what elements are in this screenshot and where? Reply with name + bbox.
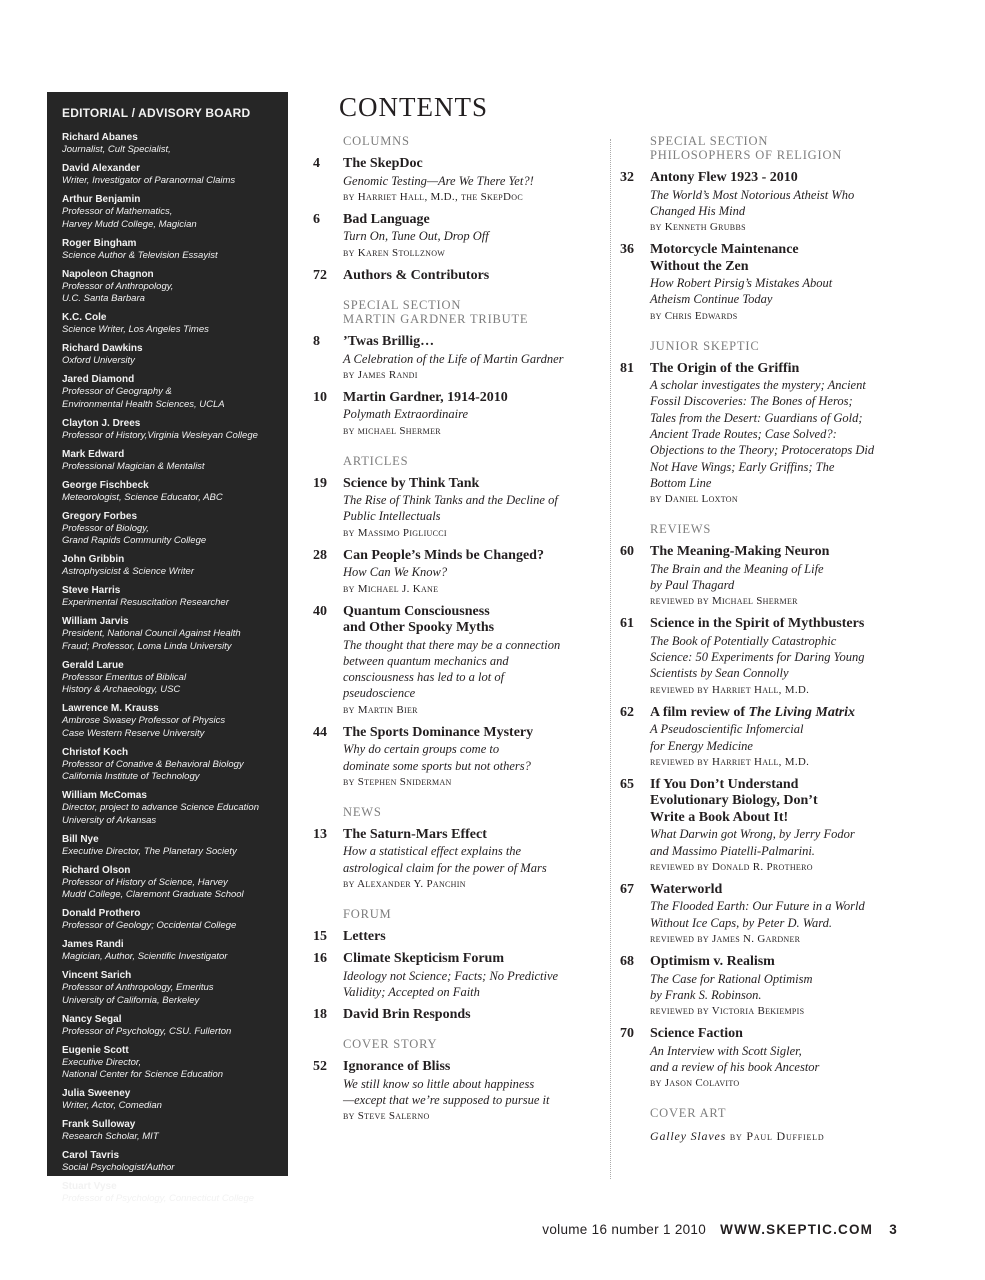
entry-body bbox=[650, 544, 910, 610]
entry-byline: by Martin Bier bbox=[343, 703, 418, 716]
member-role: Writer, Investigator of Paranormal Claims bbox=[62, 175, 236, 186]
board-member bbox=[62, 660, 280, 697]
page-number: 8 bbox=[313, 334, 320, 350]
entry-title bbox=[650, 1026, 910, 1043]
entry-description: How Robert Pirsig’s Mistakes About Atheism Continue Today bbox=[650, 276, 833, 307]
entry-byline: by Alexander Y. Panchin bbox=[343, 877, 466, 890]
contents-section bbox=[313, 298, 603, 440]
entry-title bbox=[343, 604, 603, 637]
board-member bbox=[62, 554, 280, 579]
entry-body bbox=[650, 777, 910, 876]
toc-entry[interactable] bbox=[313, 604, 603, 719]
contents-section bbox=[313, 1037, 603, 1125]
entry-byline: by Steve Salerno bbox=[343, 1110, 430, 1123]
toc-entry[interactable] bbox=[313, 548, 603, 598]
entry-description: Why do certain groups come to dominate some sports but not others? bbox=[343, 742, 531, 773]
contents-right-column bbox=[620, 134, 910, 1158]
member-name: Jared Diamond bbox=[62, 374, 135, 385]
entry-title-text: Can People’s Minds be Changed? bbox=[343, 547, 544, 563]
entry-title-text: The Meaning-Making Neuron bbox=[650, 544, 830, 560]
entry-description: A Pseudoscientific Infomercial for Energy Medicine bbox=[650, 722, 804, 753]
entry-title bbox=[343, 1007, 603, 1024]
board-member bbox=[62, 194, 280, 231]
entry-title bbox=[343, 725, 603, 742]
section-label: REVIEWS bbox=[650, 522, 712, 537]
page-number: 72 bbox=[313, 267, 327, 283]
contents-section bbox=[620, 522, 910, 1092]
member-name: K.C. Cole bbox=[62, 312, 107, 323]
member-role: Professor of Mathematics, Harvey Mudd College, Magician bbox=[62, 206, 197, 230]
entry-body bbox=[343, 827, 603, 893]
cover-art-credit bbox=[620, 1128, 910, 1144]
cover-art-title: Galley Slaves bbox=[650, 1129, 727, 1144]
member-role: Professor of History of Science, Harvey Mudd College, Claremont Graduate School bbox=[62, 876, 244, 900]
member-name: Richard Dawkins bbox=[62, 343, 143, 354]
member-role: Executive Director, National Center for Science Education bbox=[62, 1056, 224, 1080]
entry-body bbox=[343, 725, 603, 791]
toc-entry[interactable] bbox=[313, 212, 603, 262]
entry-byline: by Daniel Loxton bbox=[650, 493, 738, 506]
entry-byline: by Harriet Hall, M.D., the SkepDoc bbox=[343, 190, 523, 203]
contents-section bbox=[620, 134, 910, 325]
toc-entry[interactable] bbox=[620, 777, 910, 876]
entry-byline: by Massimo Pigliucci bbox=[343, 526, 447, 539]
entry-byline: reviewed by James N. Gardner bbox=[650, 933, 801, 946]
toc-entry[interactable] bbox=[620, 616, 910, 698]
toc-entry[interactable] bbox=[313, 929, 603, 946]
board-member bbox=[62, 1119, 280, 1144]
page-number: 13 bbox=[313, 826, 327, 842]
page-number: 32 bbox=[620, 170, 634, 185]
member-role: Professor of History,Virginia Wesleyan College bbox=[62, 429, 258, 441]
page-number: 6 bbox=[313, 211, 320, 227]
entry-title-text: Science Faction bbox=[650, 1026, 743, 1042]
section-label: SPECIAL SECTION MARTIN GARDNER TRIBUTE bbox=[343, 298, 529, 327]
toc-entry[interactable] bbox=[313, 390, 603, 440]
entry-description: The Case for Rational Optimism by Frank S. Robinson. bbox=[650, 971, 813, 1002]
board-member bbox=[62, 511, 280, 548]
page-number: 52 bbox=[313, 1059, 327, 1075]
entry-byline: by Chris Edwards bbox=[650, 309, 738, 322]
entry-body bbox=[343, 268, 603, 285]
board-member bbox=[62, 865, 280, 902]
member-name: Eugenie Scott bbox=[62, 1044, 129, 1056]
entry-title bbox=[650, 777, 910, 827]
member-name: Steve Harris bbox=[62, 585, 121, 596]
page-number: 16 bbox=[313, 951, 327, 967]
member-role: Professor of Biology, Grand Rapids Community College bbox=[62, 522, 207, 546]
page-number: 3 bbox=[889, 1222, 897, 1237]
page-number: 60 bbox=[620, 544, 634, 560]
section-label: JUNIOR SKEPTIC bbox=[650, 338, 760, 353]
entry-title bbox=[343, 212, 603, 229]
contents-title: CONTENTS bbox=[339, 92, 488, 122]
right-sections bbox=[620, 134, 910, 1092]
member-name: Vincent Sarich bbox=[62, 970, 132, 981]
entry-byline: reviewed by Donald R. Prothero bbox=[650, 860, 813, 873]
entry-title-text: ’Twas Brillig… bbox=[343, 334, 435, 350]
entry-byline: by Stephen Sniderman bbox=[343, 775, 452, 788]
member-name: Napoleon Chagnon bbox=[62, 268, 154, 280]
entry-title-text: Bad Language bbox=[343, 211, 430, 227]
board-member bbox=[62, 585, 280, 610]
member-role: Professional Magician & Mentalist bbox=[62, 460, 205, 472]
entry-body bbox=[343, 334, 603, 384]
advisory-board-list bbox=[62, 132, 280, 1206]
entry-title bbox=[343, 334, 603, 351]
website-link[interactable]: WWW.SKEPTIC.COM bbox=[720, 1222, 874, 1237]
entry-description: The Flooded Earth: Our Future in a World Without Ice Caps, by Peter D. Ward. bbox=[650, 899, 865, 930]
entry-body bbox=[343, 548, 603, 598]
entry-byline: reviewed by Harriet Hall, M.D. bbox=[650, 683, 810, 696]
toc-entry[interactable] bbox=[620, 170, 910, 236]
entry-body bbox=[343, 476, 603, 542]
member-role: Magician, Author, Scientific Investigator bbox=[62, 951, 228, 962]
member-name: Richard Abanes bbox=[62, 132, 138, 143]
advisory-board-title: EDITORIAL / ADVISORY BOARD bbox=[62, 106, 251, 120]
entry-title bbox=[343, 390, 603, 407]
entry-title-italic: The Living Matrix bbox=[748, 704, 856, 720]
board-member bbox=[62, 343, 280, 368]
section-label: NEWS bbox=[343, 804, 382, 819]
entry-title bbox=[343, 268, 603, 285]
board-member bbox=[62, 1181, 280, 1206]
board-member bbox=[62, 747, 280, 784]
member-name: Stuart Vyse bbox=[62, 1181, 117, 1192]
entry-description: An Interview with Scott Sigler, and a review of his book Ancestor bbox=[650, 1043, 820, 1074]
page-number: 81 bbox=[620, 360, 634, 376]
entry-body bbox=[650, 954, 910, 1020]
page-number: 40 bbox=[313, 603, 327, 619]
page-number: 65 bbox=[620, 776, 634, 792]
page-number: 44 bbox=[313, 724, 327, 740]
entry-title bbox=[650, 954, 910, 971]
member-role: Professor of Geology; Occidental College bbox=[62, 920, 237, 931]
issue-info: volume 16 number 1 2010 bbox=[542, 1222, 707, 1237]
board-member bbox=[62, 1014, 280, 1039]
entry-title bbox=[343, 548, 603, 565]
entry-body bbox=[650, 361, 910, 509]
advisory-board-panel bbox=[47, 92, 288, 1204]
board-member bbox=[62, 374, 280, 411]
section-label: ARTICLES bbox=[343, 453, 409, 468]
member-role: Professor of Psychology, CSU. Fullerton bbox=[62, 1025, 232, 1037]
member-role: Professor of Psychology, Connecticut College bbox=[62, 1193, 255, 1204]
entry-description: The World’s Most Notorious Atheist Who Changed His Mind bbox=[650, 187, 855, 218]
section-label: COLUMNS bbox=[343, 134, 410, 148]
member-name: Roger Bingham bbox=[62, 237, 137, 249]
page-number: 61 bbox=[620, 616, 634, 632]
member-role: Professor of Anthropology, Emeritus University of California, Berkeley bbox=[62, 982, 214, 1006]
member-name: Carol Tavris bbox=[62, 1150, 120, 1161]
page-number: 70 bbox=[620, 1026, 634, 1042]
entry-byline: by Karen Stollznow bbox=[343, 246, 446, 259]
member-role: Experimental Resuscitation Researcher bbox=[62, 597, 229, 608]
page-number: 19 bbox=[313, 475, 327, 491]
toc-entry[interactable] bbox=[313, 1059, 603, 1125]
entry-body bbox=[650, 616, 910, 698]
entry-body bbox=[650, 170, 910, 236]
member-role: Research Scholar, MIT bbox=[62, 1131, 159, 1142]
entry-byline: by Kenneth Grubbs bbox=[650, 221, 746, 234]
page-number: 62 bbox=[620, 704, 634, 720]
member-role: Professor of Conative & Behavioral Biology California Institute of Technology bbox=[62, 758, 244, 782]
toc-entry[interactable] bbox=[313, 156, 603, 206]
member-name: Arthur Benjamin bbox=[62, 194, 141, 205]
entry-body bbox=[650, 882, 910, 948]
board-member bbox=[62, 1150, 280, 1175]
member-role: Social Psychologist/Author bbox=[62, 1162, 175, 1173]
member-role: Professor of Geography & Environmental Health Sciences, UCLA bbox=[62, 386, 225, 410]
entry-byline: reviewed by Victoria Bekiempis bbox=[650, 1005, 805, 1018]
board-member bbox=[62, 269, 280, 306]
page-number: 67 bbox=[620, 881, 634, 897]
entry-byline: reviewed by Michael Shermer bbox=[650, 595, 798, 608]
entry-title bbox=[650, 616, 910, 633]
cover-art-section bbox=[620, 1106, 910, 1144]
member-name: Christof Koch bbox=[62, 746, 129, 758]
page-number: 28 bbox=[313, 547, 327, 563]
entry-description: The thought that there may be a connection between quantum mechanics and consciousness has led to a lot of pseudoscience bbox=[343, 637, 561, 701]
entry-body bbox=[343, 1007, 603, 1024]
entry-title bbox=[343, 951, 603, 968]
member-role: Writer, Actor, Comedian bbox=[62, 1100, 162, 1111]
contents-section bbox=[313, 134, 603, 284]
member-role: Oxford University bbox=[62, 355, 135, 366]
entry-title-text: Science by Think Tank bbox=[343, 475, 480, 491]
entry-title-text: The Origin of the Griffin bbox=[650, 360, 800, 376]
page-number: 36 bbox=[620, 242, 634, 258]
member-name: Nancy Segal bbox=[62, 1013, 122, 1025]
toc-entry[interactable] bbox=[620, 544, 910, 610]
section-label: FORUM bbox=[343, 906, 392, 921]
entry-description: The Book of Potentially Catastrophic Science: 50 Experiments for Daring Young Scientists by Sean Connolly bbox=[650, 633, 865, 681]
entry-title bbox=[343, 476, 603, 493]
member-name: Gregory Forbes bbox=[62, 510, 138, 522]
board-member bbox=[62, 703, 280, 740]
board-member bbox=[62, 939, 280, 964]
toc-entry[interactable] bbox=[313, 827, 603, 893]
entry-title-text: Waterworld bbox=[650, 881, 723, 897]
section-label: COVER STORY bbox=[343, 1037, 438, 1052]
member-role: Professor Emeritus of Biblical History & Archaeology, USC bbox=[62, 671, 187, 695]
toc-entry[interactable] bbox=[620, 242, 910, 325]
board-member bbox=[62, 908, 280, 933]
entry-title bbox=[343, 827, 603, 844]
entry-title-text: Motorcycle Maintenance Without the Zen bbox=[650, 242, 799, 274]
page-number: 68 bbox=[620, 954, 634, 970]
toc-entry[interactable] bbox=[313, 476, 603, 542]
toc-entry[interactable] bbox=[620, 361, 910, 509]
member-name: William McComas bbox=[62, 790, 147, 801]
entry-body bbox=[343, 156, 603, 206]
board-member bbox=[62, 616, 280, 653]
page-number: 4 bbox=[313, 156, 320, 171]
toc-entry[interactable] bbox=[313, 951, 603, 1000]
cover-art-artist: by Paul Duffield bbox=[729, 1129, 825, 1144]
entry-title-text: Letters bbox=[343, 928, 386, 944]
entry-title-text: Antony Flew 1923 - 2010 bbox=[650, 170, 798, 185]
member-name: Richard Olson bbox=[62, 864, 131, 876]
section-label: SPECIAL SECTION PHILOSOPHERS OF RELIGION bbox=[650, 134, 843, 162]
entry-title-text: A film review of bbox=[650, 704, 749, 720]
entry-title-text: If You Don’t Understand Evolutionary Biology, Don’t Write a Book About It! bbox=[650, 776, 818, 825]
member-name: John Gribbin bbox=[62, 554, 125, 565]
board-member bbox=[62, 163, 280, 188]
entry-title bbox=[343, 1059, 603, 1076]
entry-description: A scholar investigates the mystery; Ancient Fossil Discoveries: The Bones of Heros; Tales from the Desert: Guardians of Gold; Ancient Trade Routes; Case Solved?: Objections to the Theory; Protoceratops Did Not Have Wings; Early Griffins; The Bottom Line bbox=[650, 378, 875, 490]
entry-title bbox=[650, 544, 910, 561]
entry-title bbox=[650, 705, 910, 722]
entry-body bbox=[343, 951, 603, 1000]
entry-description: A Celebration of the Life of Martin Gardner bbox=[343, 351, 564, 366]
member-name: Frank Sulloway bbox=[62, 1119, 136, 1130]
board-member bbox=[62, 1088, 280, 1113]
board-member bbox=[62, 480, 280, 505]
member-role: Ambrose Swasey Professor of Physics Case Western Reserve University bbox=[62, 715, 226, 739]
member-name: Julia Sweeney bbox=[62, 1088, 131, 1099]
member-name: Donald Prothero bbox=[62, 908, 141, 919]
board-member bbox=[62, 1045, 280, 1082]
member-role: President, National Council Against Health Fraud; Professor, Loma Linda University bbox=[62, 628, 241, 652]
entry-description: The Brain and the Meaning of Life by Paul Thagard bbox=[650, 561, 824, 593]
column-divider bbox=[610, 139, 611, 1179]
member-name: George Fischbeck bbox=[62, 479, 149, 491]
entry-title-text: Climate Skepticism Forum bbox=[343, 951, 504, 967]
member-role: Astrophysicist & Science Writer bbox=[62, 566, 194, 577]
toc-entry[interactable] bbox=[620, 954, 910, 1020]
member-name: William Jarvis bbox=[62, 616, 129, 627]
board-member bbox=[62, 834, 280, 859]
page-number: 18 bbox=[313, 1006, 327, 1022]
page-number: 10 bbox=[313, 389, 327, 405]
contents-section bbox=[313, 907, 603, 1023]
entry-title-text: The Sports Dominance Mystery bbox=[343, 724, 534, 740]
entry-body bbox=[343, 604, 603, 719]
entry-description: We still know so little about happiness —except that we’re supposed to pursue it bbox=[343, 1076, 550, 1107]
page-footer bbox=[542, 1222, 897, 1237]
member-role: Science Writer, Los Angeles Times bbox=[62, 324, 209, 335]
page-number: 15 bbox=[313, 928, 327, 944]
toc-entry[interactable] bbox=[620, 705, 910, 771]
member-name: Clayton J. Drees bbox=[62, 417, 141, 429]
entry-body bbox=[650, 705, 910, 771]
member-role: Executive Director, The Planetary Society bbox=[62, 845, 237, 857]
toc-entry[interactable] bbox=[313, 268, 603, 285]
member-role: Professor of Anthropology, U.C. Santa Barbara bbox=[62, 280, 174, 304]
entry-title-text: Science in the Spirit of Mythbusters bbox=[650, 616, 865, 632]
section-label: COVER ART bbox=[650, 1106, 727, 1121]
entry-body bbox=[343, 929, 603, 946]
entry-title-text: Authors & Contributors bbox=[343, 267, 490, 283]
board-member bbox=[62, 312, 280, 337]
board-member bbox=[62, 238, 280, 263]
entry-title bbox=[343, 929, 603, 946]
member-name: James Randi bbox=[62, 939, 124, 950]
entry-description: Genomic Testing—Are We There Yet?! bbox=[343, 173, 534, 188]
board-member bbox=[62, 418, 280, 443]
entry-byline: by michael Shermer bbox=[343, 424, 441, 437]
member-role: Journalist, Cult Specialist, bbox=[62, 144, 171, 155]
entry-byline: by Michael J. Kane bbox=[343, 582, 439, 595]
board-member bbox=[62, 449, 280, 474]
toc-entry[interactable] bbox=[313, 1007, 603, 1024]
entry-description: Turn On, Tune Out, Drop Off bbox=[343, 229, 489, 244]
entry-description: Polymath Extraordinaire bbox=[343, 407, 469, 422]
member-role: Director, project to advance Science Education University of Arkansas bbox=[62, 802, 259, 826]
contents-left-column bbox=[313, 134, 603, 1139]
toc-entry[interactable] bbox=[620, 882, 910, 948]
entry-title bbox=[343, 156, 603, 173]
member-role: Science Author & Television Essayist bbox=[62, 249, 218, 261]
entry-body bbox=[650, 242, 910, 325]
entry-description: The Rise of Think Tanks and the Decline of Public Intellectuals bbox=[343, 493, 558, 524]
member-name: Bill Nye bbox=[62, 833, 99, 845]
entry-byline: reviewed by Harriet Hall, M.D. bbox=[650, 755, 810, 768]
member-name: Mark Edward bbox=[62, 448, 125, 460]
member-name: Lawrence M. Krauss bbox=[62, 703, 159, 714]
entry-description: Ideology not Science; Facts; No Predictive Validity; Accepted on Faith bbox=[343, 968, 559, 1000]
entry-description: What Darwin got Wrong, by Jerry Fodor and Massimo Piatelli-Palmarini. bbox=[650, 827, 855, 858]
toc-entry[interactable] bbox=[313, 725, 603, 791]
entry-title-text: David Brin Responds bbox=[343, 1006, 471, 1022]
entry-title-text: Optimism v. Realism bbox=[650, 954, 775, 970]
member-name: David Alexander bbox=[62, 163, 140, 174]
contents-section bbox=[313, 805, 603, 893]
member-name: Gerald Larue bbox=[62, 659, 124, 671]
entry-title bbox=[650, 242, 910, 275]
entry-title bbox=[650, 170, 910, 187]
contents-section bbox=[620, 339, 910, 509]
member-role: Meteorologist, Science Educator, ABC bbox=[62, 491, 223, 503]
entry-title-text: Martin Gardner, 1914-2010 bbox=[343, 389, 508, 405]
entry-body bbox=[650, 1026, 910, 1092]
entry-body bbox=[343, 1059, 603, 1125]
entry-title-text: The Saturn-Mars Effect bbox=[343, 826, 487, 842]
entry-title-text: Ignorance of Bliss bbox=[343, 1059, 451, 1075]
board-member bbox=[62, 970, 280, 1007]
contents-section bbox=[313, 454, 603, 791]
entry-description: How Can We Know? bbox=[343, 565, 448, 580]
entry-title bbox=[650, 361, 910, 378]
entry-body bbox=[343, 212, 603, 262]
board-member bbox=[62, 132, 280, 157]
entry-description: How a statistical effect explains the astrological claim for the power of Mars bbox=[343, 844, 547, 875]
toc-entry[interactable] bbox=[620, 1026, 910, 1092]
entry-body bbox=[343, 390, 603, 440]
board-member bbox=[62, 790, 280, 827]
entry-title-text: The SkepDoc bbox=[343, 156, 423, 171]
entry-byline: by James Randi bbox=[343, 368, 418, 381]
entry-byline: by Jason Colavito bbox=[650, 1077, 740, 1090]
entry-title-text: Quantum Consciousness and Other Spooky Myths bbox=[343, 603, 495, 636]
toc-entry[interactable] bbox=[313, 334, 603, 384]
entry-title bbox=[650, 882, 910, 899]
